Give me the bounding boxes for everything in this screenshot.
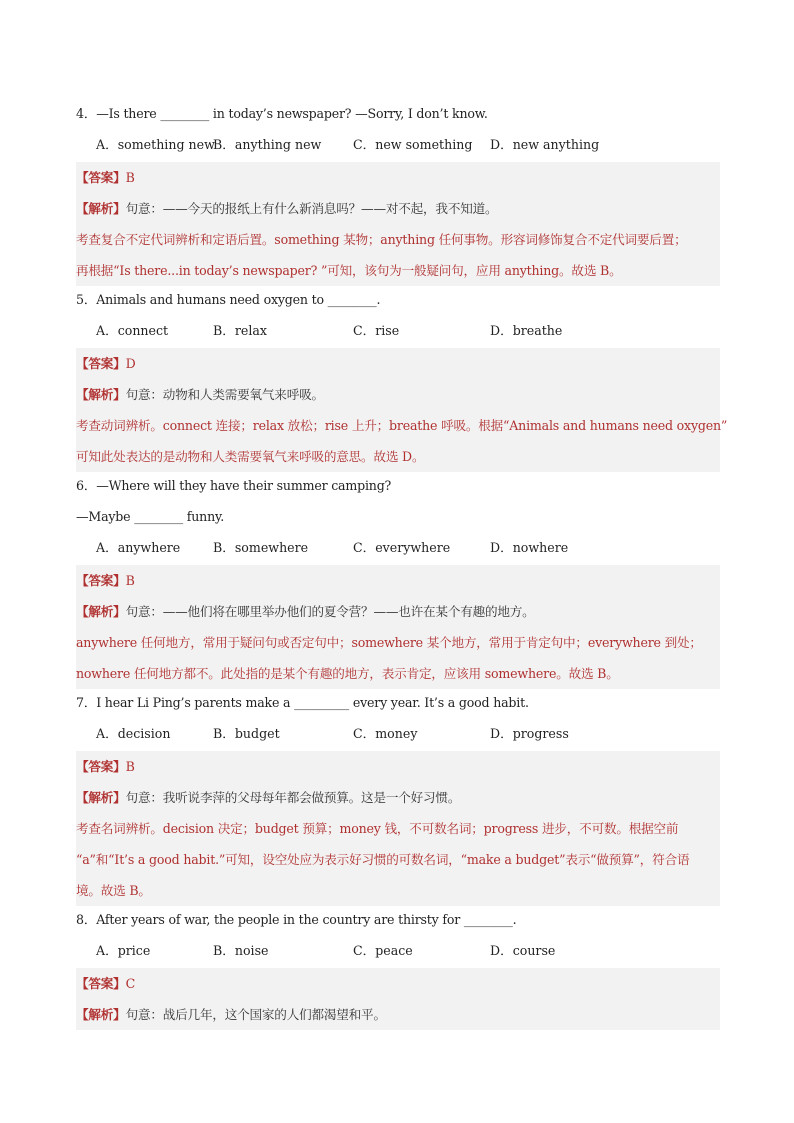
question-stem: 5．Animals and humans need oxygen to ________. [76, 292, 381, 307]
option-b: B．noise [213, 943, 269, 958]
answer-block [76, 968, 720, 1030]
option-d: D．nowhere [490, 540, 569, 555]
option-d: D．course [490, 943, 556, 958]
analysis-tag: 【解析】 [76, 201, 126, 216]
options-row [76, 534, 720, 565]
option-a: A．decision [96, 726, 171, 741]
option-c: C．peace [353, 943, 413, 958]
option-c: C．everywhere [353, 540, 451, 555]
analysis-tag: 【解析】 [76, 1007, 126, 1022]
answer-block [76, 565, 720, 689]
analysis-line: 考查动词辨析。connect 连接；relax 放松；rise 上升；breathe 呼吸。根据“Animals and humans need oxygen” [76, 418, 728, 433]
analysis-line: “a”和“It’s a good habit.”可知，设空处应为表示好习惯的可数名词，“make a budget”表示“做预算”，符合语 [76, 852, 690, 867]
option-a: A．anywhere [96, 540, 181, 555]
answer-value: B [125, 170, 135, 185]
analysis-line: 句意：战后几年，这个国家的人们都渴望和平。 [125, 1007, 386, 1022]
analysis-line: anywhere 任何地方，常用于疑问句或否定句中；somewhere 某个地方，常用于肯定句中；everywhere 到处； [76, 635, 702, 650]
question-list [76, 100, 728, 1030]
answer-block [76, 751, 720, 906]
option-c: C．new something [353, 137, 473, 152]
option-b: B．anything new [213, 137, 322, 152]
question-stem: 8．After years of war, the people in the country are thirsty for ________. [76, 912, 517, 927]
question-6 [76, 472, 720, 689]
answer-block [76, 348, 728, 472]
option-c: C．money [353, 726, 418, 741]
options-row [76, 720, 720, 751]
answer-tag: 【答案】 [76, 573, 126, 588]
analysis-line: 境。故选 B。 [76, 883, 151, 898]
answer-tag: 【答案】 [76, 976, 126, 991]
option-d: D．new anything [490, 137, 600, 152]
answer-tag: 【答案】 [76, 759, 126, 774]
answer-value: D [125, 356, 136, 371]
answer-block [76, 162, 720, 286]
analysis-line: 考查复合不定代词辨析和定语后置。something 某物；anything 任何事物。形容词修饰复合不定代词要后置； [76, 232, 687, 247]
analysis-tag: 【解析】 [76, 604, 126, 619]
option-a: A．price [96, 943, 151, 958]
option-b: B．relax [213, 323, 267, 338]
options-row [76, 317, 720, 348]
analysis-line: nowhere 任何地方都不。此处指的是某个有趣的地方，表示肯定，应该用 somewhere。故选 B。 [76, 666, 619, 681]
option-c: C．rise [353, 323, 400, 338]
analysis-line: 句意：——他们将在哪里举办他们的夏令营？——也许在某个有趣的地方。 [125, 604, 535, 619]
question-stem: 4．—Is there ________ in today’s newspaper? —Sorry, I don’t know. [76, 106, 488, 121]
analysis-tag: 【解析】 [76, 387, 126, 402]
analysis-tag: 【解析】 [76, 790, 126, 805]
question-stem: 6．—Where will they have their summer camping? [76, 478, 392, 493]
analysis-line: 句意：我听说李萍的父母每年都会做预算。这是一个好习惯。 [125, 790, 461, 805]
option-b: B．budget [213, 726, 280, 741]
question-8 [76, 906, 720, 1030]
question-4 [76, 100, 720, 286]
answer-tag: 【答案】 [76, 170, 126, 185]
option-b: B．somewhere [213, 540, 309, 555]
option-a: A．connect [96, 323, 169, 338]
analysis-line: 句意：动物和人类需要氧气来呼吸。 [125, 387, 324, 402]
options-row [76, 131, 720, 162]
analysis-line: 再根据“Is there...in today’s newspaper? ”可知，该句为一般疑问句，应用 anything。故选 B。 [76, 263, 622, 278]
analysis-line: 可知此处表达的是动物和人类需要氧气来呼吸的意思。故选 D。 [76, 449, 425, 464]
analysis-line: 考查名词辨析。decision 决定；budget 预算；money 钱，不可数名词；progress 进步，不可数。根据空前 [76, 821, 679, 836]
analysis-line: 句意：——今天的报纸上有什么新消息吗？——对不起，我不知道。 [125, 201, 498, 216]
question-7 [76, 689, 720, 906]
option-a: A．something new [96, 137, 215, 152]
option-d: D．progress [490, 726, 569, 741]
options-row [76, 937, 720, 968]
question-stem-line-2: —Maybe ________ funny. [76, 509, 225, 524]
answer-value: B [125, 759, 135, 774]
answer-tag: 【答案】 [76, 356, 126, 371]
question-stem: 7．I hear Li Ping’s parents make a _________ every year. It’s a good habit. [76, 695, 529, 710]
answer-value: B [125, 573, 135, 588]
option-d: D．breathe [490, 323, 563, 338]
answer-value: C [125, 976, 136, 991]
question-5 [76, 286, 728, 472]
